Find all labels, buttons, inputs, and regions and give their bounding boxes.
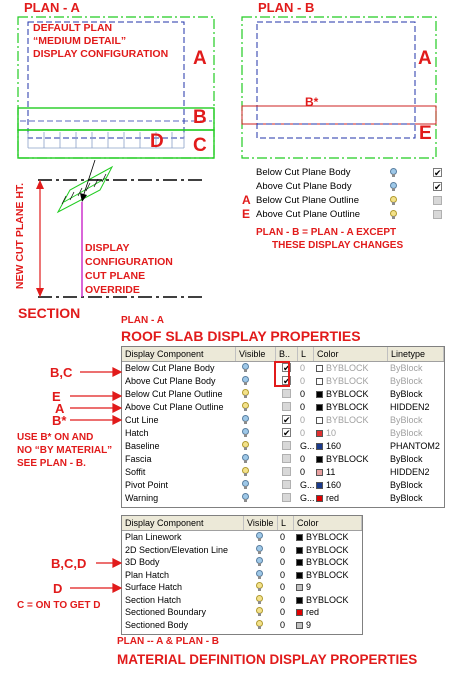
layer-cell[interactable]: G...: [300, 480, 315, 490]
color-value: BYBLOCK: [306, 557, 349, 567]
color-cell[interactable]: [316, 401, 388, 413]
color-swatch: [316, 495, 323, 502]
col-display-component[interactable]: Display Component: [122, 347, 236, 361]
layer-cell[interactable]: 0: [280, 532, 286, 542]
color-cell[interactable]: [296, 606, 362, 618]
visibility-bulb-icon[interactable]: [242, 389, 249, 398]
col-visible[interactable]: Visible: [244, 516, 278, 530]
layer-list-label: Above Cut Plane Body: [256, 181, 352, 192]
layer-list-row[interactable]: [240, 180, 450, 194]
override-line-2: CONFIGURATION: [85, 256, 173, 268]
color-cell[interactable]: [296, 581, 362, 593]
component-name: 2D Section/Elevation Line: [125, 544, 229, 555]
col-by-material[interactable]: B..: [276, 347, 298, 361]
component-name: 3D Body: [125, 557, 160, 567]
linetype-cell[interactable]: ByBlock: [390, 480, 423, 490]
linetype-cell[interactable]: ByBlock: [390, 454, 423, 464]
linetype-cell[interactable]: ByBlock: [390, 428, 423, 438]
table-row[interactable]: [122, 479, 444, 491]
layer-cell[interactable]: 0: [300, 389, 306, 399]
by-material-checkbox[interactable]: [282, 467, 291, 476]
color-swatch: [316, 443, 323, 450]
color-value: BYBLOCK: [326, 415, 369, 425]
color-value: BYBLOCK: [326, 454, 369, 464]
col-layer[interactable]: L: [298, 347, 314, 361]
linetype-cell[interactable]: ByBlock: [390, 389, 423, 399]
color-cell[interactable]: [316, 479, 388, 491]
component-name: Below Cut Plane Outline: [125, 389, 223, 399]
roof-marker-a: A: [55, 401, 65, 416]
layer-cell[interactable]: 0: [280, 582, 286, 592]
linetype-cell[interactable]: ByBlock: [390, 493, 423, 503]
color-value: 10: [326, 428, 337, 438]
component-name: Sectioned Body: [125, 619, 189, 630]
roof-marker-e: E: [52, 389, 61, 404]
layer-cell[interactable]: G...: [300, 493, 315, 503]
table-row[interactable]: [122, 606, 362, 618]
plan-a-marker-c: C: [193, 135, 207, 156]
component-name: Plan Hatch: [125, 569, 170, 580]
layer-cell[interactable]: 0: [280, 569, 286, 580]
visibility-bulb-icon[interactable]: [256, 620, 263, 629]
color-value: 9: [306, 582, 312, 592]
by-material-checkbox[interactable]: [282, 389, 291, 398]
component-name: Hatch: [125, 428, 149, 438]
roof-note-2: NO “BY MATERIAL”: [17, 445, 113, 456]
component-name: Below Cut Plane Body: [125, 363, 215, 373]
checkbox[interactable]: ✔: [434, 168, 442, 178]
linetype-cell[interactable]: ByBlock: [390, 415, 423, 425]
visibility-bulb-icon[interactable]: [242, 415, 249, 424]
plan-b-marker-e: E: [419, 123, 432, 144]
by-material-checkbox[interactable]: ✔: [283, 363, 291, 373]
linetype-cell[interactable]: ByBlock: [390, 363, 423, 373]
component-name: Above Cut Plane Body: [125, 376, 216, 386]
component-name: Above Cut Plane Outline: [125, 402, 224, 412]
color-cell[interactable]: [316, 414, 388, 426]
linetype-cell[interactable]: HIDDEN2: [390, 402, 430, 412]
layer-cell[interactable]: 0: [280, 607, 286, 617]
component-name: Baseline: [125, 441, 160, 451]
table-row[interactable]: [122, 556, 362, 568]
visibility-bulb-icon[interactable]: [256, 570, 263, 579]
by-material-checkbox[interactable]: [282, 493, 291, 502]
roof-slab-subtitle: PLAN - A: [121, 315, 164, 326]
visibility-bulb-icon[interactable]: [242, 376, 249, 385]
checkbox[interactable]: ✔: [434, 182, 442, 192]
plan-b-marker-b-star: B*: [305, 95, 319, 109]
color-value: BYBLOCK: [326, 402, 369, 412]
plan-a-callout-3: DISPLAY CONFIGURATION: [33, 48, 169, 60]
color-value: 11: [326, 467, 336, 477]
layer-list-row[interactable]: [240, 194, 450, 208]
color-swatch: [316, 417, 323, 424]
color-swatch: [316, 430, 323, 437]
color-value: BYBLOCK: [326, 376, 369, 386]
visibility-bulb-icon[interactable]: [242, 454, 249, 463]
by-material-checkbox[interactable]: [282, 480, 291, 489]
color-value: red: [326, 493, 340, 503]
material-subtitle: PLAN -- A & PLAN - B: [117, 636, 220, 647]
layer-list-marker: A: [242, 193, 251, 207]
color-swatch: [296, 534, 303, 541]
layer-cell[interactable]: 0: [300, 467, 306, 477]
color-swatch: [316, 469, 323, 476]
color-cell[interactable]: [316, 492, 388, 504]
table-row[interactable]: [122, 594, 362, 606]
roof-marker-bc: B,C: [50, 365, 73, 380]
plan-a-marker-b: B: [193, 107, 207, 128]
visibility-bulb-icon[interactable]: [242, 493, 249, 502]
override-line-1: DISPLAY: [85, 242, 130, 254]
roof-note-3: SEE PLAN - B.: [17, 458, 86, 469]
color-cell[interactable]: [296, 594, 362, 606]
table-row[interactable]: [122, 466, 444, 478]
visibility-bulb-icon[interactable]: [256, 557, 263, 566]
layer-cell[interactable]: 0: [300, 415, 306, 425]
color-swatch: [296, 597, 303, 604]
table-row[interactable]: [122, 619, 362, 631]
roof-marker-b-star: B*: [52, 413, 67, 428]
layer-cell[interactable]: 0: [300, 454, 306, 464]
plan-a-marker-d: D: [150, 131, 164, 152]
color-cell[interactable]: [316, 466, 388, 478]
material-note: C = ON TO GET D: [17, 600, 101, 611]
col-linetype[interactable]: Linetype: [388, 347, 444, 361]
by-material-checkbox[interactable]: [282, 441, 291, 450]
color-cell[interactable]: [296, 556, 362, 568]
color-value: BYBLOCK: [326, 363, 369, 373]
table-row[interactable]: [122, 492, 444, 504]
color-value: 160: [326, 441, 342, 451]
color-value: BYBLOCK: [306, 594, 349, 605]
color-cell[interactable]: [296, 619, 362, 631]
color-cell[interactable]: [296, 544, 362, 556]
by-material-checkbox[interactable]: ✔: [283, 376, 291, 386]
by-material-checkbox[interactable]: [282, 402, 291, 411]
visibility-bulb-icon[interactable]: [242, 402, 249, 411]
layer-cell[interactable]: 0: [300, 402, 306, 412]
visibility-bulb-icon[interactable]: [242, 428, 249, 437]
by-material-checkbox[interactable]: ✔: [283, 428, 291, 438]
color-cell[interactable]: [316, 440, 388, 452]
color-swatch: [296, 572, 303, 579]
col-layer[interactable]: L: [278, 516, 294, 530]
color-swatch: [316, 482, 323, 489]
layer-cell[interactable]: G...: [300, 441, 315, 451]
component-name: Soffit: [125, 467, 146, 477]
color-swatch: [316, 456, 323, 463]
layer-list-label: Below Cut Plane Body: [256, 167, 351, 178]
table-row[interactable]: [122, 531, 362, 543]
layer-cell[interactable]: 0: [280, 594, 286, 605]
visibility-bulb-icon[interactable]: [256, 532, 263, 541]
color-value: BYBLOCK: [326, 389, 369, 399]
component-name: Sectioned Boundary: [125, 607, 207, 617]
component-name: Pivot Point: [125, 480, 169, 490]
color-swatch: [296, 584, 303, 591]
plan-b-marker-a: A: [418, 48, 432, 69]
linetype-cell[interactable]: PHANTOM2: [390, 441, 440, 451]
color-value: 9: [306, 619, 312, 630]
table-row[interactable]: [122, 569, 362, 581]
color-cell[interactable]: [316, 388, 388, 400]
layer-list-marker: E: [242, 207, 251, 221]
table-row[interactable]: [122, 581, 362, 593]
visibility-bulb-icon[interactable]: [256, 582, 263, 591]
plan-a-callout-1: DEFAULT PLAN: [33, 22, 113, 34]
plan-a-callout-2: “MEDIUM DETAIL”: [33, 35, 127, 47]
visibility-bulb-icon[interactable]: [256, 607, 263, 616]
color-cell[interactable]: [296, 569, 362, 581]
col-visible[interactable]: Visible: [236, 347, 276, 361]
component-name: Plan Linework: [125, 532, 182, 542]
material-title: MATERIAL DEFINITION DISPLAY PROPERTIES: [117, 652, 418, 667]
layer-cell[interactable]: 0: [280, 544, 286, 555]
plan-b-note-1: PLAN - B = PLAN - A EXCEPT: [256, 227, 397, 238]
by-material-checkbox[interactable]: [282, 454, 291, 463]
layer-list-label: Above Cut Plane Outline: [256, 209, 361, 220]
linetype-cell[interactable]: ByBlock: [390, 376, 423, 386]
layer-cell[interactable]: 0: [280, 557, 286, 567]
table-header: [122, 516, 362, 531]
component-name: Section Hatch: [125, 594, 182, 605]
layer-list-row[interactable]: [240, 208, 450, 222]
by-material-checkbox[interactable]: ✔: [283, 415, 291, 425]
visibility-bulb-icon[interactable]: [242, 363, 249, 372]
color-cell[interactable]: [316, 453, 388, 465]
color-swatch: [296, 559, 303, 566]
color-swatch: [316, 378, 323, 385]
table-row[interactable]: [122, 544, 362, 556]
table-header: [122, 347, 444, 362]
plan-a-marker-a: A: [193, 48, 207, 69]
highlight-box: [274, 361, 290, 387]
visibility-bulb-icon[interactable]: [390, 196, 397, 205]
color-swatch: [296, 547, 303, 554]
color-value: BYBLOCK: [306, 544, 349, 555]
plan-b-drawing: [225, 0, 450, 165]
table-row[interactable]: [122, 427, 444, 439]
color-swatch: [296, 609, 303, 616]
material-marker-bcd: B,C,D: [51, 556, 87, 571]
override-line-3: CUT PLANE: [85, 270, 146, 282]
visibility-bulb-icon[interactable]: [390, 168, 397, 177]
visibility-bulb-icon[interactable]: [242, 441, 249, 450]
visibility-bulb-icon[interactable]: [256, 545, 263, 554]
layer-cell[interactable]: 0: [300, 363, 306, 373]
component-name: Warning: [125, 493, 159, 503]
plan-b-layer-list: [240, 166, 450, 226]
section-vertical-label: NEW CUT PLANE HT.: [14, 182, 26, 290]
color-value: 160: [326, 480, 342, 490]
roof-slab-title: ROOF SLAB DISPLAY PROPERTIES: [121, 328, 361, 344]
material-table: [121, 515, 363, 635]
linetype-cell[interactable]: HIDDEN2: [390, 467, 430, 477]
component-name: Surface Hatch: [125, 582, 183, 592]
color-cell[interactable]: [316, 375, 388, 387]
layer-cell[interactable]: 0: [300, 428, 306, 438]
color-cell[interactable]: [316, 362, 388, 374]
override-line-4: OVERRIDE: [85, 284, 140, 296]
layer-cell[interactable]: 0: [280, 619, 286, 630]
table-row[interactable]: [122, 414, 444, 426]
section-title: SECTION: [18, 305, 81, 321]
color-cell[interactable]: [296, 531, 362, 543]
plan-b-title: PLAN - B: [258, 0, 315, 15]
color-value: BYBLOCK: [306, 532, 349, 542]
color-value: BYBLOCK: [306, 569, 349, 580]
table-row[interactable]: [122, 388, 444, 400]
color-swatch: [316, 391, 323, 398]
color-swatch: [316, 365, 323, 372]
visibility-bulb-icon[interactable]: [390, 210, 397, 219]
material-marker-d: D: [53, 581, 63, 596]
layer-list-row[interactable]: [240, 166, 450, 180]
color-cell[interactable]: [316, 427, 388, 439]
color-value: red: [306, 607, 320, 617]
color-swatch: [296, 622, 303, 629]
checkbox[interactable]: [433, 196, 442, 205]
table-row[interactable]: [122, 453, 444, 465]
component-name: Fascia: [125, 454, 152, 464]
table-row[interactable]: [122, 440, 444, 452]
checkbox[interactable]: [433, 210, 442, 219]
layer-list-label: Below Cut Plane Outline: [256, 195, 359, 206]
component-name: Cut Line: [125, 415, 159, 425]
visibility-bulb-icon[interactable]: [242, 480, 249, 489]
visibility-bulb-icon[interactable]: [256, 595, 263, 604]
plan-b-note-2: THESE DISPLAY CHANGES: [272, 240, 404, 251]
col-display-component[interactable]: Display Component: [122, 516, 244, 530]
visibility-bulb-icon[interactable]: [390, 182, 397, 191]
visibility-bulb-icon[interactable]: [242, 467, 249, 476]
layer-cell[interactable]: 0: [300, 376, 306, 386]
plan-a-title: PLAN - A: [24, 0, 80, 15]
roof-note-1: USE B* ON AND: [17, 432, 94, 443]
col-color[interactable]: Color: [294, 516, 362, 530]
table-row[interactable]: [122, 401, 444, 413]
color-swatch: [316, 404, 323, 411]
col-color[interactable]: Color: [314, 347, 388, 361]
